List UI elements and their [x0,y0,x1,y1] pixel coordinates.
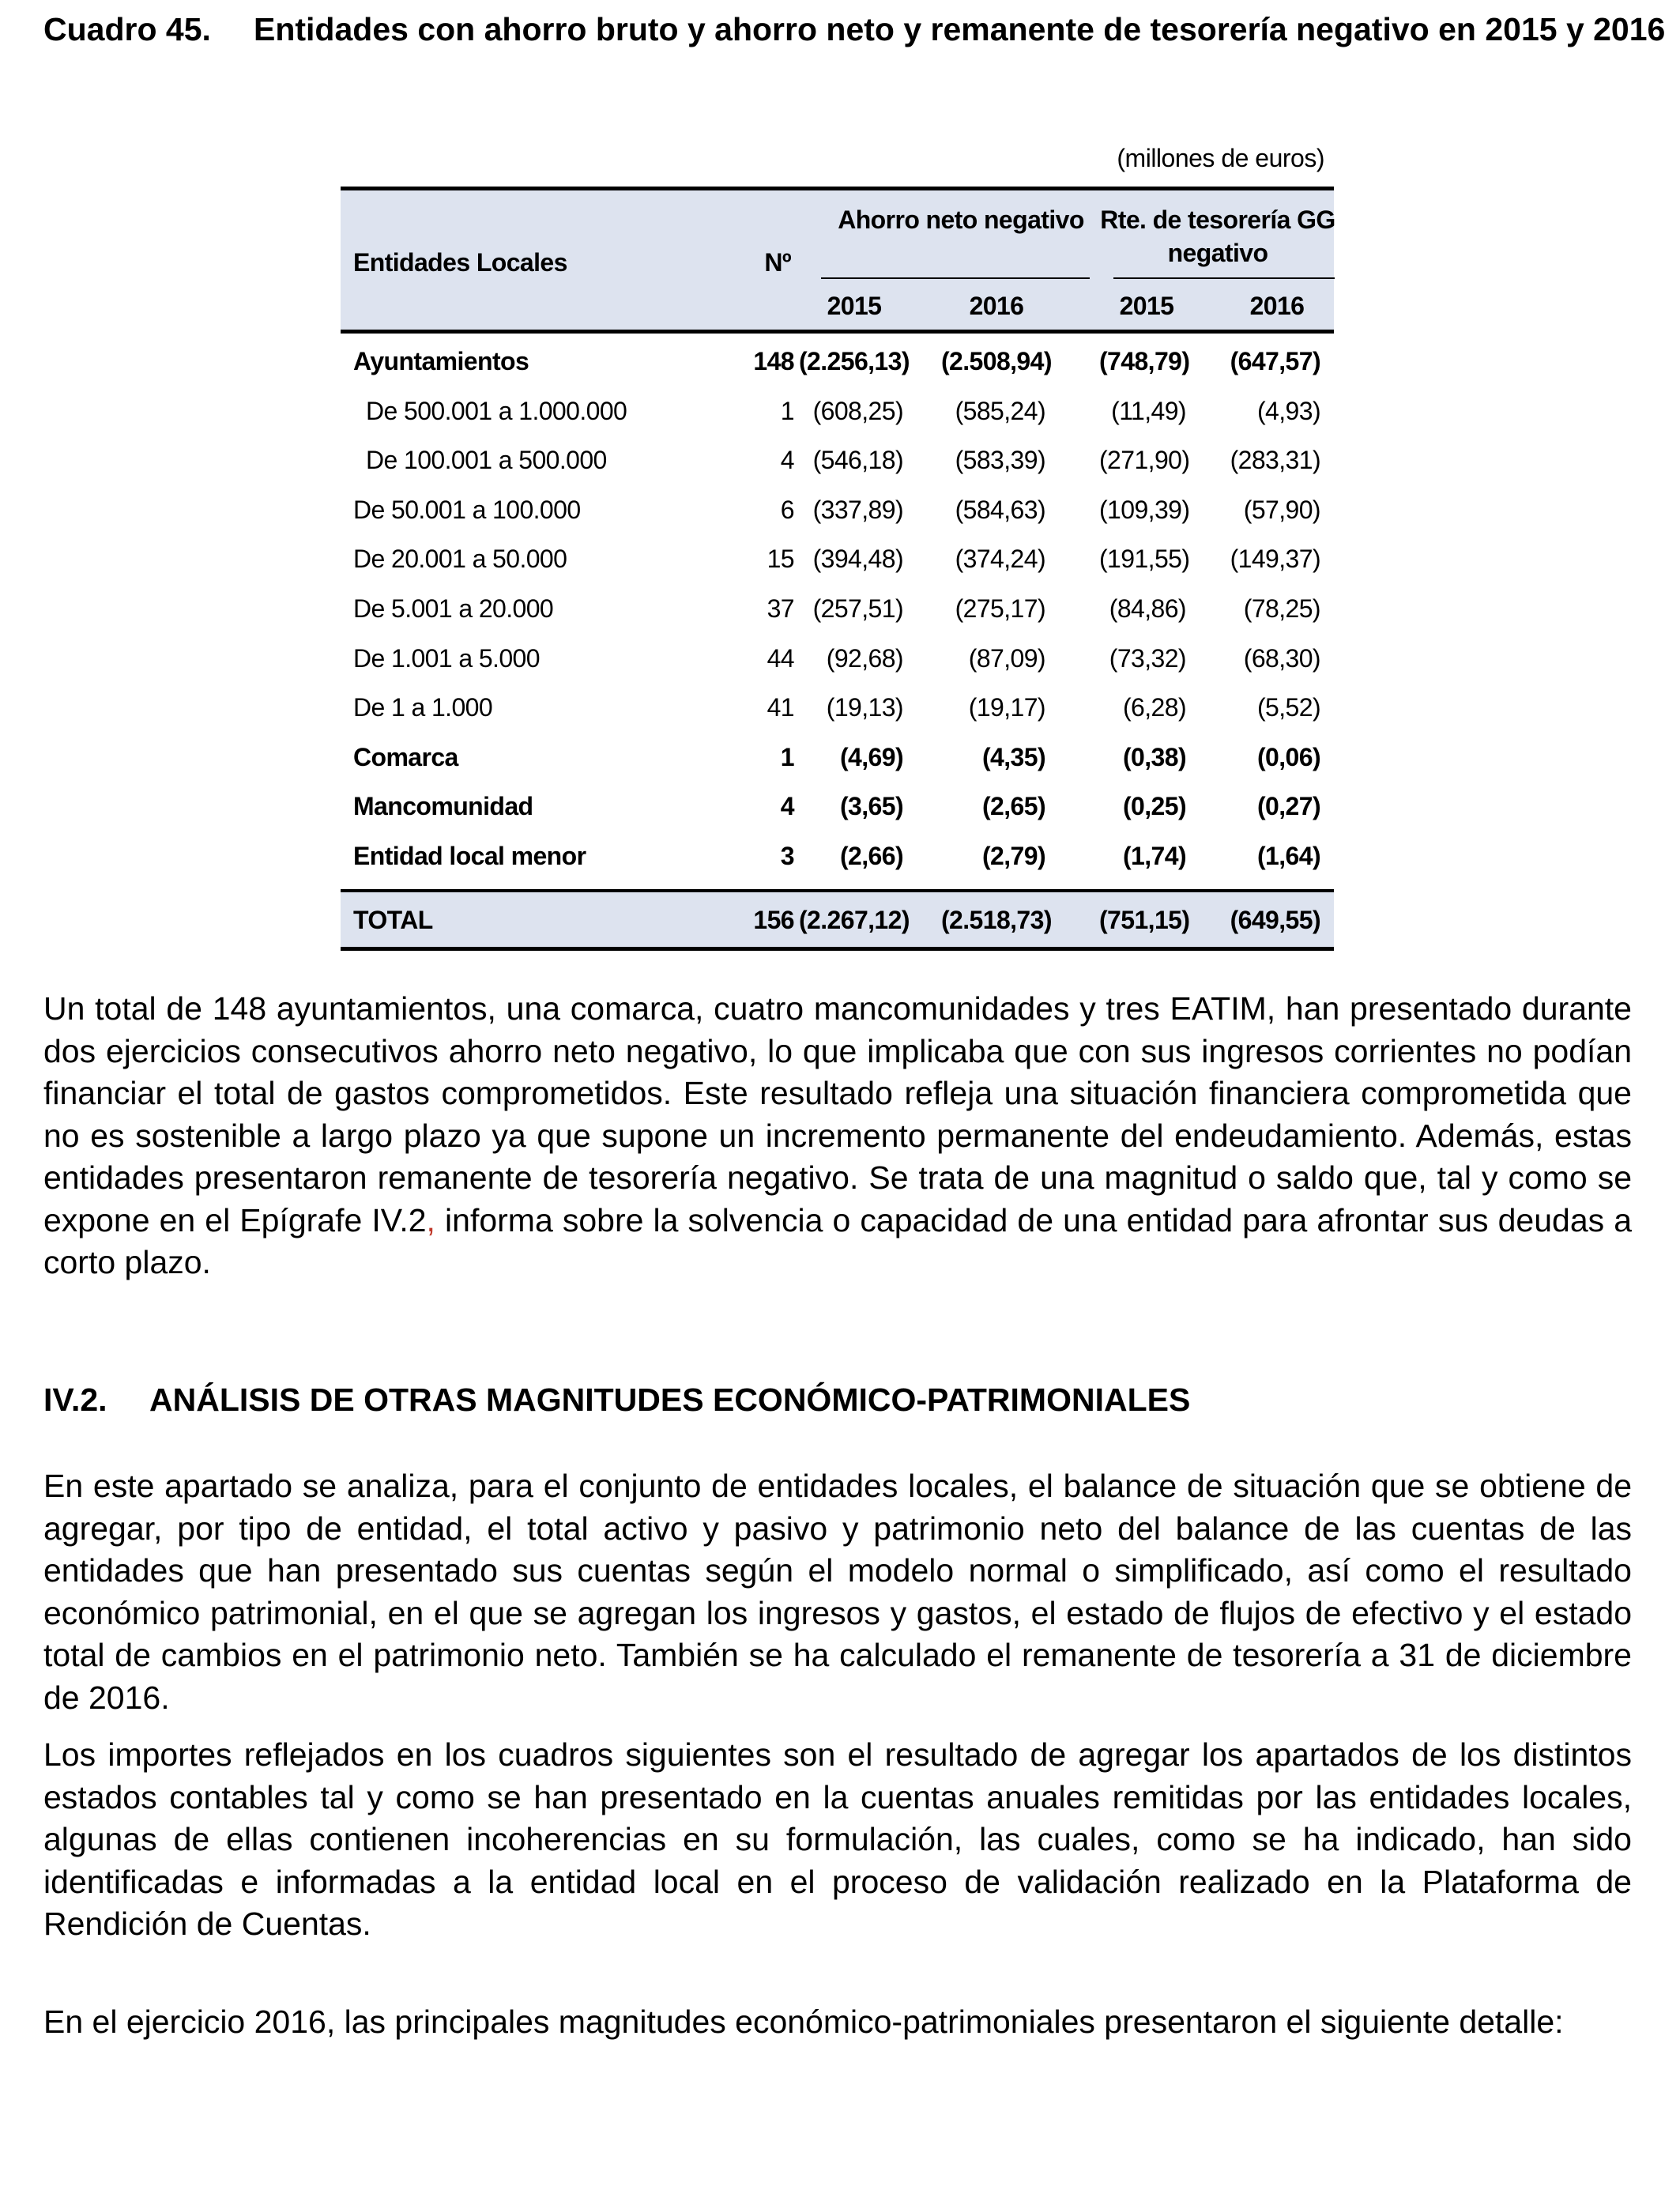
row-value: (2,66) [840,842,903,870]
row-label: De 1 a 1.000 [353,693,493,722]
row-value: (78,25) [1243,594,1320,623]
row-value: (6,28) [1123,693,1186,722]
row-value: (4,69) [840,742,903,771]
row-value: (0,06) [1257,742,1320,771]
row-count: 4 [780,792,794,821]
row-value: (394,48) [812,545,903,574]
total-value: (2.267,12) [799,906,910,934]
table-row [341,733,1334,782]
paragraph [43,988,1632,1284]
row-label: Mancomunidad [353,792,533,821]
row-value: (19,17) [968,693,1045,722]
row-value: (84,86) [1109,594,1186,623]
row-value: (191,55) [1099,545,1190,574]
section-heading [43,1382,1190,1419]
row-count: 41 [767,693,794,722]
row-value: (0,38) [1123,742,1186,771]
row-value: (0,27) [1257,792,1320,821]
header-year: 2016 [969,292,1024,320]
table-row [341,584,1334,633]
paragraph-text: , [426,1201,435,1238]
row-value: (1,74) [1123,842,1186,870]
total-value: (2.518,73) [941,906,1052,934]
table-header [341,187,1334,334]
row-count: 1 [780,396,794,425]
header-group-remanente: Rte. de tesorería GG negativo [1100,205,1335,267]
row-value: (2,79) [982,842,1045,870]
row-value: (374,24) [955,545,1045,574]
row-label: Comarca [353,742,458,771]
row-value: (608,25) [812,396,903,425]
header-year: 2015 [827,292,882,320]
section-title: ANÁLISIS DE OTRAS MAGNITUDES ECONÓMICO-PATRIMONIALES [149,1382,1191,1418]
row-label: De 1.001 a 5.000 [353,643,540,673]
paragraph-text: informa sobre la solvencia o capacidad de una entidad para afrontar sus deudas a corto plazo. [43,1201,1633,1280]
row-count: 15 [767,545,794,574]
paragraph-text: Un total de 148 ayuntamientos, una comarca, cuatro mancomunidades y tres EATIM, han presentado durante dos ejercicios consecutivos ahorro neto negativo, lo que implicaba que con sus ingresos corrientes no podían financiar el total de gastos comprometidos. Este resultado refleja una situación financiera comprometida que no es sostenible a largo plazo ya que supone un incremento permanente del endeudamiento. Además, estas entidades presentaron remanente de tesorería negativo. Se trata de una magnitud o saldo que, tal y como se expone en el Epígrafe IV.2 [43,990,1632,1238]
row-value: (149,37) [1230,545,1320,574]
section-number: IV.2. [43,1382,107,1418]
row-value: (0,25) [1123,792,1186,821]
row-value: (283,31) [1230,446,1320,475]
row-value: (584,63) [955,495,1045,524]
row-count: 37 [767,594,794,623]
row-value: (337,89) [812,495,903,524]
row-label: De 5.001 a 20.000 [353,594,554,623]
paragraph: En el ejercicio 2016, las principales magnitudes económico-patrimoniales presentaron el siguiente detalle: [43,2004,1564,2040]
row-value: (2.508,94) [941,347,1052,375]
row-value: (4,93) [1257,396,1320,425]
header-group-ahorro: Ahorro neto negativo [838,205,1084,234]
header-year: 2016 [1249,292,1305,320]
row-count: 44 [767,643,794,673]
row-label: De 100.001 a 500.000 [366,446,607,475]
row-value: (271,90) [1099,446,1190,475]
header-divider [821,277,1090,279]
row-value: (109,39) [1099,495,1190,524]
table-row [341,683,1334,732]
header-entity: Entidades Locales [353,248,567,277]
row-value: (11,49) [1111,396,1186,425]
row-value: (583,39) [955,446,1045,475]
table-row [341,534,1334,583]
table-row [341,485,1334,534]
row-count: 3 [780,842,794,870]
row-value: (647,57) [1230,347,1320,375]
row-value: (257,51) [812,594,903,623]
row-count: 1 [780,742,794,771]
total-label: TOTAL [353,906,433,934]
row-value: (73,32) [1109,643,1186,673]
paragraph: En este apartado se analiza, para el conjunto de entidades locales, el balance de situación que se obtiene de agregar, por tipo de entidad, el total activo y pasivo y patrimonio neto del balance de las cuentas de las entidades que han presentado sus cuentas según el modelo normal o simplificado, así como el resultado económico patrimonial, en el que se agregan los ingresos y gastos, el estado de flujos de efectivo y el estado total de cambios en el patrimonio neto. También se ha calculado el remanente de tesorería a 31 de diciembre de 2016. [43,1468,1632,1716]
row-value: (57,90) [1243,495,1320,524]
row-value: (748,79) [1099,347,1190,375]
table-total-row [341,889,1334,951]
row-count: 4 [780,446,794,475]
caption-number: Cuadro 45. [43,11,211,47]
row-value: (275,17) [955,594,1045,623]
table-row [341,782,1334,831]
row-label: De 500.001 a 1.000.000 [366,396,627,425]
row-count: 6 [780,495,794,524]
row-value: (5,52) [1257,693,1320,722]
row-count: 148 [753,347,794,375]
row-value: (19,13) [826,693,903,722]
total-value: (751,15) [1099,906,1190,934]
table-row [341,337,1334,386]
caption-text: Entidades con ahorro bruto y ahorro neto y remanente de tesorería negativo en 2015 y 2016 [254,11,1666,47]
row-label: Ayuntamientos [353,347,529,375]
row-value: (2.256,13) [799,347,910,375]
table-row [341,435,1334,484]
header-divider [1113,277,1335,279]
table-row [341,386,1334,435]
row-label: De 20.001 a 50.000 [353,545,567,574]
units-note: (millones de euros) [1117,144,1324,172]
table-row [341,634,1334,683]
row-label: De 50.001 a 100.000 [353,495,581,524]
table-row [341,831,1334,880]
total-count: 156 [753,906,794,934]
row-value: (546,18) [812,446,903,475]
row-label: Entidad local menor [353,842,586,870]
total-value: (649,55) [1230,906,1320,934]
row-value: (3,65) [840,792,903,821]
header-count: Nº [764,248,791,277]
row-value: (585,24) [955,396,1045,425]
header-year: 2015 [1119,292,1174,320]
row-value: (2,65) [982,792,1045,821]
paragraph: Los importes reflejados en los cuadros siguientes son el resultado de agregar los apartados de los distintos estados contables tal y como se han presentado en la cuentas anuales remitidas por las entidades locales, algunas de ellas contienen incoherencias en su formulación, las cuales, como se ha indicado, han sido identificadas e informadas a la entidad local en el proceso de validación realizado en la Plataforma de Rendición de Cuentas. [43,1736,1632,1942]
row-value: (68,30) [1243,643,1320,673]
row-value: (1,64) [1257,842,1320,870]
row-value: (92,68) [826,643,903,673]
row-value: (4,35) [982,742,1045,771]
row-value: (87,09) [968,643,1045,673]
